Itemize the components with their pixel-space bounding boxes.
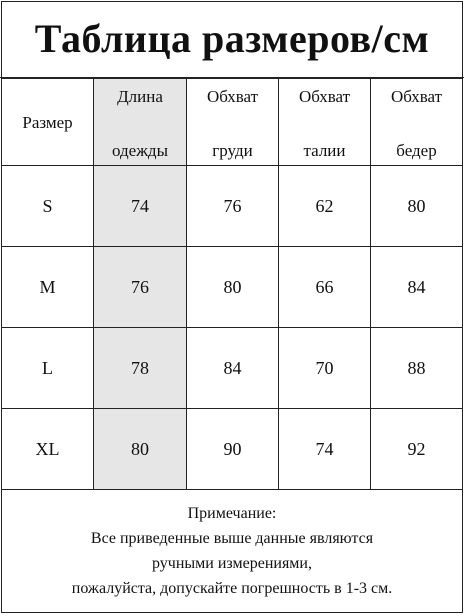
table-header-row	[2, 79, 463, 166]
table-row	[2, 166, 463, 247]
note-line: Все приведенные выше данные являются	[90, 529, 374, 547]
header-size: Размер	[2, 79, 94, 166]
header-chest: Обхват груди	[187, 79, 279, 166]
header-length: Длина одежды	[94, 79, 187, 166]
cell-waist: 62	[279, 166, 371, 247]
table-row	[2, 247, 463, 328]
header-hips: Обхват бедер	[371, 79, 463, 166]
cell-size: XL	[2, 409, 94, 490]
cell-size: M	[2, 247, 94, 328]
cell-size: S	[2, 166, 94, 247]
table-row	[2, 409, 463, 490]
cell-hips: 80	[371, 166, 463, 247]
cell-chest: 90	[187, 409, 279, 490]
cell-chest: 76	[187, 166, 279, 247]
cell-length: 74	[94, 166, 187, 247]
note-section	[0, 487, 464, 614]
cell-length: 76	[94, 247, 187, 328]
cell-length: 80	[94, 409, 187, 490]
cell-chest: 80	[187, 247, 279, 328]
table-row	[2, 328, 463, 409]
cell-waist: 74	[279, 409, 371, 490]
cell-hips: 88	[371, 328, 463, 409]
cell-chest: 84	[187, 328, 279, 409]
cell-waist: 66	[279, 247, 371, 328]
note-line: ручными измерениями,	[152, 554, 312, 572]
cell-hips: 84	[371, 247, 463, 328]
cell-hips: 92	[371, 409, 463, 490]
cell-waist: 70	[279, 328, 371, 409]
cell-size: L	[2, 328, 94, 409]
cell-length: 78	[94, 328, 187, 409]
header-waist: Обхват талии	[279, 79, 371, 166]
size-table	[1, 78, 463, 490]
chart-title: Таблица размеров/см	[0, 0, 464, 78]
note-line: пожалуйста, допускайте погрешность в 1-3 см.	[71, 579, 393, 597]
note-heading: Примечание:	[187, 504, 277, 522]
